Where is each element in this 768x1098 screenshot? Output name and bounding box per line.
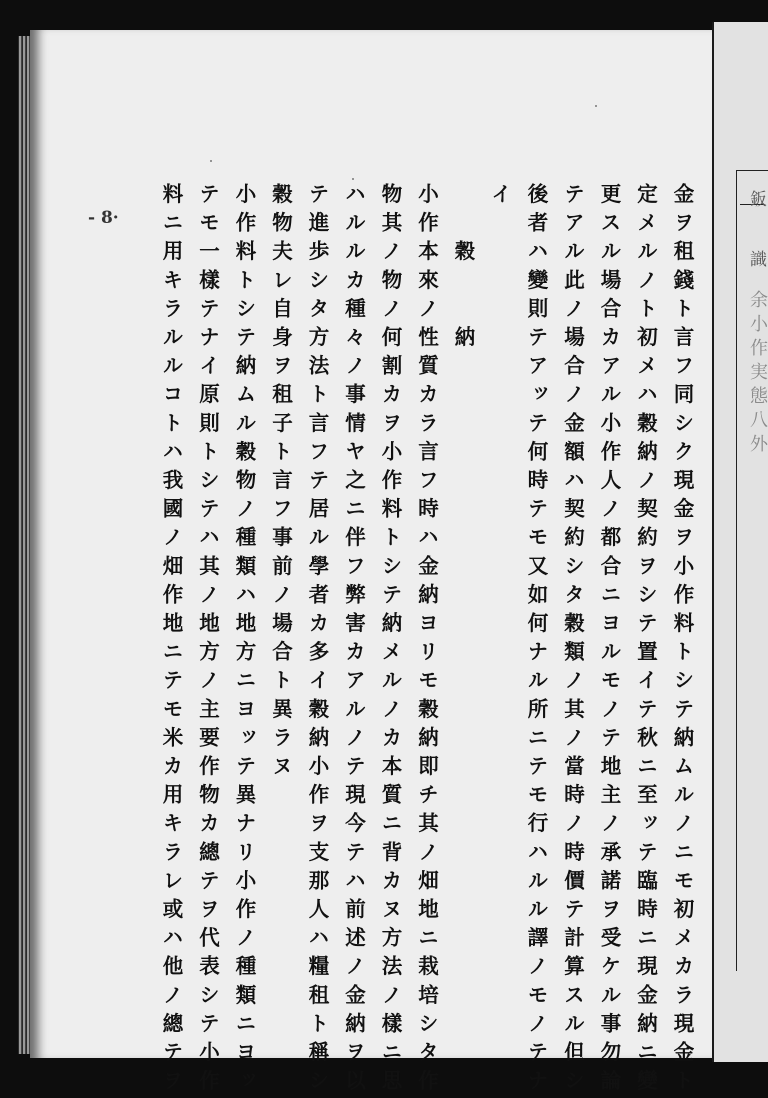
paper-speck — [595, 105, 597, 107]
text-line-3: 更スル場合カアル小作人ノ都合ニヨルモノテ地主ノ承諾ヲ受ケル事勿論 — [597, 183, 621, 1098]
paper-speck — [352, 178, 354, 180]
text-line-14: テモ一樣テナイ原則トシテハ其ノ地方ノ主要作物カ總テヲ代表シテ小作 — [195, 183, 220, 1098]
text-line-9: 物其ノ物ノ何割カヲ小作料トシテ納メルノカ本質ニ背カヌ方法ノ樣ニ思 — [378, 183, 402, 1098]
adjacent-page-char2: 識 — [746, 250, 766, 267]
adjacent-page-header — [744, 190, 768, 207]
text-line-15: 料ニ用キラルルコトハ我國ノ畑作地ニテモ米カ用キラレ或ハ他ノ總テヲ — [159, 183, 183, 1098]
text-line-13: 小作料トシテ納ムル穀物ノ種類ハ地方ニヨッテ異ナリ小作ノ種類ニヨッ — [232, 183, 256, 1098]
page-number: - 8· — [88, 208, 119, 228]
text-line-11: テ進歩シタ方法ト言フテ居ル學者カ多イ穀納小作ヲ支那人ハ糧租ト稱シ — [305, 183, 329, 1098]
text-line-10: ハルルカ種々ノ事情ヤ之ニ伴フ弊害カアルノテ現今テハ前述ノ金納ヲ以 — [341, 183, 366, 1098]
text-line-4: テアル此ノ場合ノ金額ハ契約シタ穀類ノ其ノ當時ノ時價テ計算スル但シ — [560, 183, 585, 1098]
vertical-text-body — [153, 183, 701, 1098]
adjacent-page-faint-text: 余小作実態八外 — [747, 290, 768, 458]
paper-speck — [210, 160, 212, 162]
text-line-2: 定メルノト初メハ穀納ノ契約ヲシテ置イテ秋ニ至ッテ臨時ニ現金納ニ變 — [633, 183, 658, 1098]
text-line-12: 穀物夫レ自身ヲ租子ト言フ事前ノ場合ト異ラヌ — [268, 183, 293, 784]
text-line-6: イ — [487, 183, 512, 212]
text-line-8: 小作本來ノ性質カラ言フ時ハ金納ヨリモ穀納即チ其ノ畑地ニ栽培シタ作 — [414, 183, 439, 1098]
adjacent-page-header-char: 鈑 — [746, 190, 766, 207]
section-heading: 穀 納 — [451, 183, 475, 355]
text-line-1: 金ヲ租錢ト言フ同シク現金ヲ小作料トシテ納ムルノニモ初メカラ現金ト — [670, 183, 694, 1098]
text-line-5: 後者ハ變則テアッテ何時テモ又如何ナル所ニテモ行ハルル譯ノモノテナ — [524, 183, 548, 1098]
